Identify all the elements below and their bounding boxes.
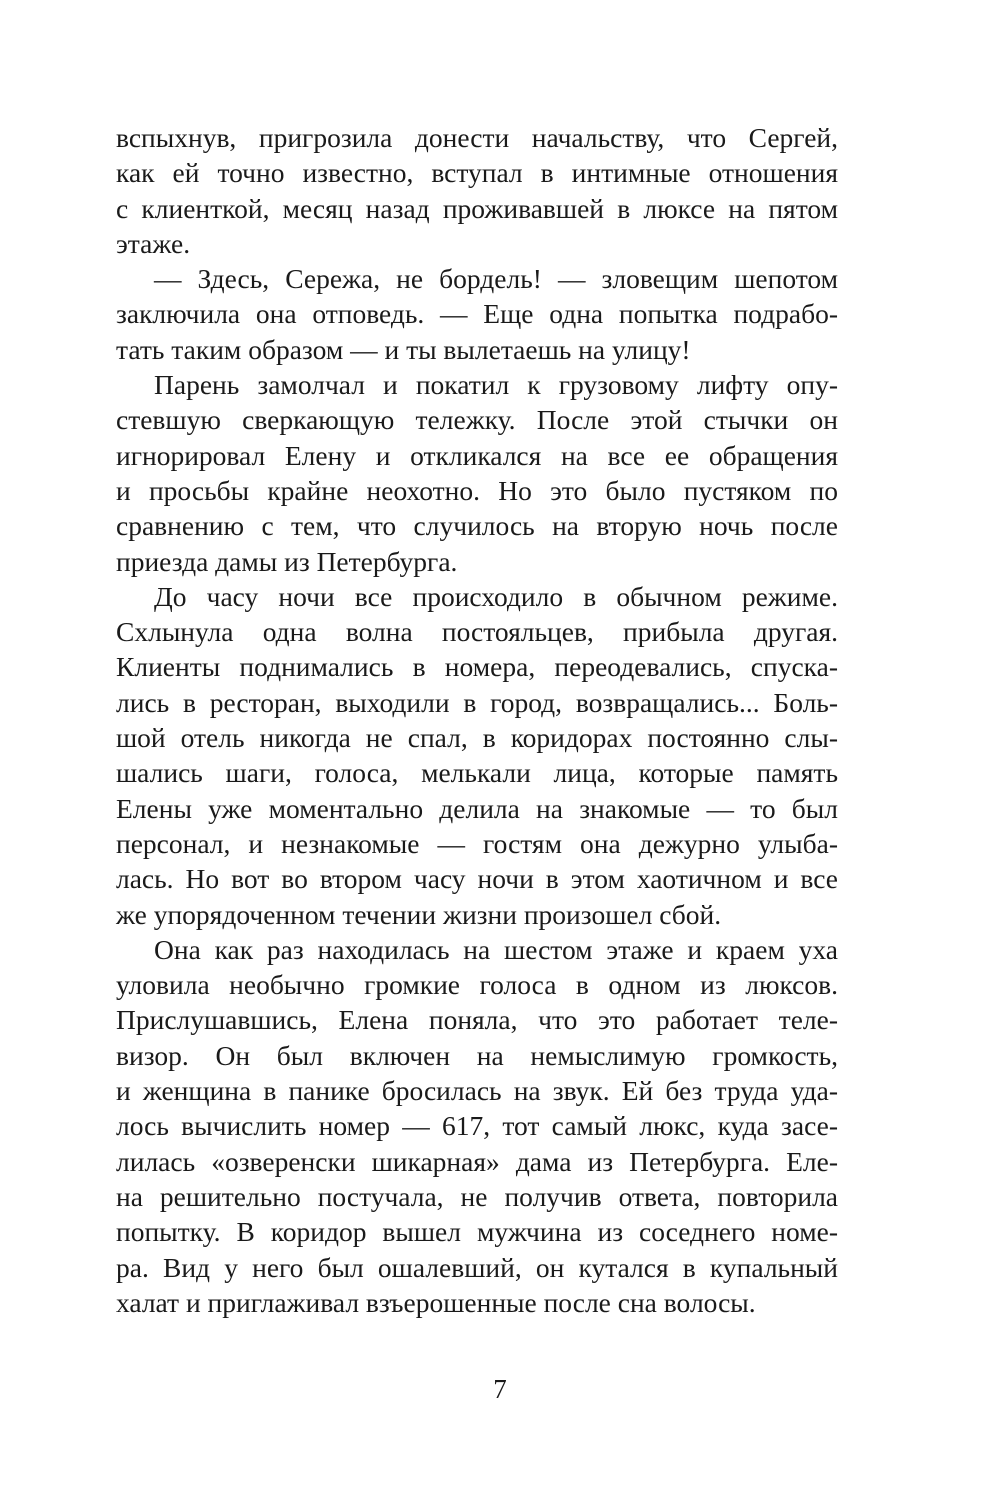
text-line: Парень замолчал и покатил к грузовому лифту опу- — [154, 369, 838, 401]
text-line: и просьбы крайне неохотно. Но это было пустяком по — [116, 474, 838, 506]
text-line: Елены уже моментально делила на знакомые — то был — [116, 792, 838, 824]
text-line: Она как раз находилась на шестом этаже и краем уха — [154, 933, 838, 965]
text-line: Клиенты поднимались в номера, переодевались, спуска- — [116, 651, 838, 683]
text-line: Схлынула одна волна постояльцев, прибыла другая. — [116, 616, 838, 648]
text-line: лась. Но вот во втором часу ночи в этом хаотичном и все — [116, 863, 838, 895]
text-line: сравнению с тем, что случилось на вторую ночь после — [116, 510, 838, 542]
text-line: ра. Вид у него был ошалевший, он кутался в купальный — [116, 1251, 838, 1283]
page-number: 7 — [493, 1374, 507, 1404]
text-line: шались шаги, голоса, мелькали лица, которые память — [116, 757, 838, 789]
text-line: визор. Он был включен на немыслимую громкость, — [116, 1039, 838, 1071]
text-line: — Здесь, Сережа, не бордель! — зловещим шепотом — [154, 263, 838, 295]
paragraph — [116, 120, 838, 261]
text-line: стевшую сверкающую тележку. После этой стычки он — [116, 404, 838, 436]
text-line: лось вычислить номер — 617, тот самый люкс, куда засе- — [116, 1110, 838, 1142]
text-line: с клиенткой, месяц назад проживавшей в люксе на пятом — [116, 192, 838, 224]
paragraph — [116, 367, 838, 579]
text-line: этаже. — [116, 227, 191, 259]
text-line: тать таким образом — и ты вылетаешь на улицу! — [116, 333, 691, 365]
text-line: на решительно постучала, не получив ответа, повторила — [116, 1180, 838, 1212]
paragraph — [116, 932, 838, 1320]
text-line: как ей точно известно, вступал в интимные отношения — [116, 157, 838, 189]
paragraph — [116, 261, 838, 367]
text-line: Прислушавшись, Елена поняла, что это работает теле- — [116, 1004, 838, 1036]
text-line: попытку. В коридор вышел мужчина из соседнего номе- — [116, 1216, 838, 1248]
text-line: игнорировал Елену и откликался на все ее обращения — [116, 439, 838, 471]
paragraph — [116, 579, 838, 932]
text-line: лись в ресторан, выходили в город, возвращались... Боль- — [116, 686, 838, 718]
text-line: До часу ночи все происходило в обычном режиме. — [154, 580, 838, 612]
text-line: персонал, и незнакомые — гостям она дежурно улыба- — [116, 827, 838, 859]
text-line: лилась «озверенски шикарная» дама из Петербурга. Еле- — [116, 1145, 838, 1177]
text-line: уловила необычно громкие голоса в одном из люксов. — [116, 969, 838, 1001]
text-line: халат и приглаживал взъерошенные после сна волосы. — [116, 1286, 756, 1318]
body-text — [116, 120, 838, 1320]
text-line: и женщина в панике бросилась на звук. Ей без труда уда- — [116, 1075, 838, 1107]
text-line: же упорядоченном течении жизни произошел сбой. — [116, 898, 722, 930]
text-line: шой отель никогда не спал, в коридорах постоянно слы- — [116, 722, 838, 754]
text-line: вспыхнув, пригрозила донести начальству, что Сергей, — [116, 122, 838, 153]
text-line: заключила она отповедь. — Еще одна попытка подрабо- — [116, 298, 838, 330]
text-line: приезда дамы из Петербурга. — [116, 545, 458, 577]
